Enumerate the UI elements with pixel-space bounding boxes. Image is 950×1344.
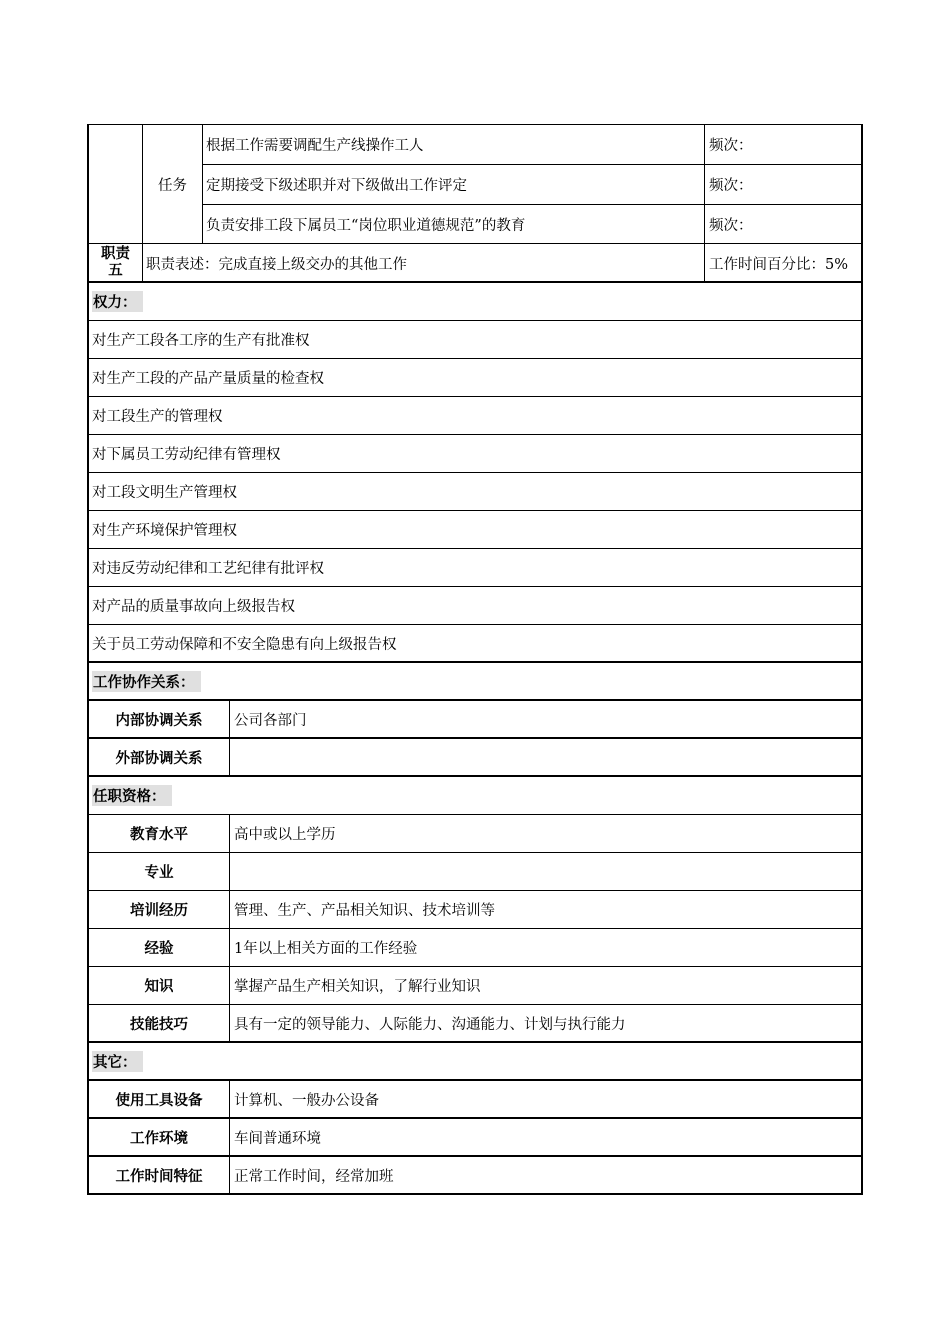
others-value: 车间普通环境 xyxy=(234,1130,321,1147)
duty5-description: 职责表述：完成直接上级交办的其他工作 xyxy=(146,256,407,273)
power-item: 对生产工段各工序的生产有批准权 xyxy=(89,321,861,359)
cooperation-section xyxy=(87,663,863,777)
task-frequency: 频次： xyxy=(709,178,753,194)
task-item: 负责安排工段下属员工“岗位职业道德规范”的教育 xyxy=(206,217,526,234)
others-row xyxy=(89,1081,861,1119)
job-description-sheet xyxy=(87,124,863,1195)
qualification-key: 经验 xyxy=(89,929,230,966)
task-label: 任务 xyxy=(158,177,187,194)
qualifications-title-text: 任职资格： xyxy=(92,785,172,806)
qualification-value: 1年以上相关方面的工作经验 xyxy=(234,941,418,957)
others-value: 正常工作时间，经常加班 xyxy=(234,1168,394,1185)
others-key: 使用工具设备 xyxy=(89,1081,230,1117)
task-frequency: 频次： xyxy=(709,217,753,234)
qualification-row xyxy=(89,929,861,967)
qualification-value: 管理、生产、产品相关知识、技术培训等 xyxy=(234,903,495,919)
others-value: 计算机、一般办公设备 xyxy=(234,1092,379,1109)
others-key: 工作时间特征 xyxy=(89,1157,230,1193)
power-item: 对生产环境保护管理权 xyxy=(89,511,861,549)
power-item: 对下属员工劳动纪律有管理权 xyxy=(89,435,861,473)
duty5-time-percentage: 工作时间百分比：5% xyxy=(709,256,849,273)
power-item: 对工段生产的管理权 xyxy=(89,397,861,435)
others-key: 工作环境 xyxy=(89,1119,230,1155)
qualification-row xyxy=(89,891,861,929)
qualification-value: 高中或以上学历 xyxy=(234,827,336,843)
powers-section xyxy=(87,283,863,663)
duty5-label-line2: 五 xyxy=(108,263,123,279)
qualifications-title xyxy=(89,777,861,815)
others-row xyxy=(89,1157,861,1195)
qualification-value xyxy=(230,853,861,890)
cooperation-value xyxy=(230,739,861,775)
others-row xyxy=(89,1119,861,1157)
power-item: 对工段文明生产管理权 xyxy=(89,473,861,511)
qualification-key: 教育水平 xyxy=(89,815,230,852)
qualifications-section xyxy=(87,777,863,1043)
duty5-label-line1: 职责 xyxy=(101,246,130,262)
cooperation-key: 内部协调关系 xyxy=(89,701,230,737)
cooperation-key: 外部协调关系 xyxy=(89,739,230,775)
powers-title xyxy=(89,283,861,321)
others-title-text: 其它： xyxy=(92,1051,143,1072)
cooperation-row xyxy=(89,701,861,739)
qualification-value: 具有一定的领导能力、人际能力、沟通能力、计划与执行能力 xyxy=(234,1016,626,1033)
qualification-row xyxy=(89,853,861,891)
duty5-label xyxy=(89,244,142,282)
qualification-key: 技能技巧 xyxy=(89,1005,230,1041)
qualification-key: 培训经历 xyxy=(89,891,230,928)
qualification-row xyxy=(89,815,861,853)
qualification-value: 掌握产品生产相关知识，了解行业知识 xyxy=(234,979,481,995)
others-section xyxy=(87,1043,863,1195)
duty-table xyxy=(87,124,863,283)
qualification-key: 知识 xyxy=(89,967,230,1004)
cooperation-row xyxy=(89,739,861,777)
cooperation-value: 公司各部门 xyxy=(234,712,307,729)
cooperation-title xyxy=(89,663,861,701)
task-item: 定期接受下级述职并对下级做出工作评定 xyxy=(206,178,467,194)
power-item: 对生产工段的产品产量质量的检查权 xyxy=(89,359,861,397)
task-frequency: 频次： xyxy=(709,138,753,154)
qualification-key: 专业 xyxy=(89,853,230,890)
others-title xyxy=(89,1043,861,1081)
power-item: 关于员工劳动保障和不安全隐患有向上级报告权 xyxy=(89,625,861,663)
power-item: 对违反劳动纪律和工艺纪律有批评权 xyxy=(89,549,861,587)
task-item: 根据工作需要调配生产线操作工人 xyxy=(206,138,424,154)
qualification-row xyxy=(89,967,861,1005)
power-item: 对产品的质量事故向上级报告权 xyxy=(89,587,861,625)
powers-title-text: 权力： xyxy=(92,291,143,312)
cooperation-title-text: 工作协作关系： xyxy=(92,671,201,692)
qualification-row xyxy=(89,1005,861,1043)
